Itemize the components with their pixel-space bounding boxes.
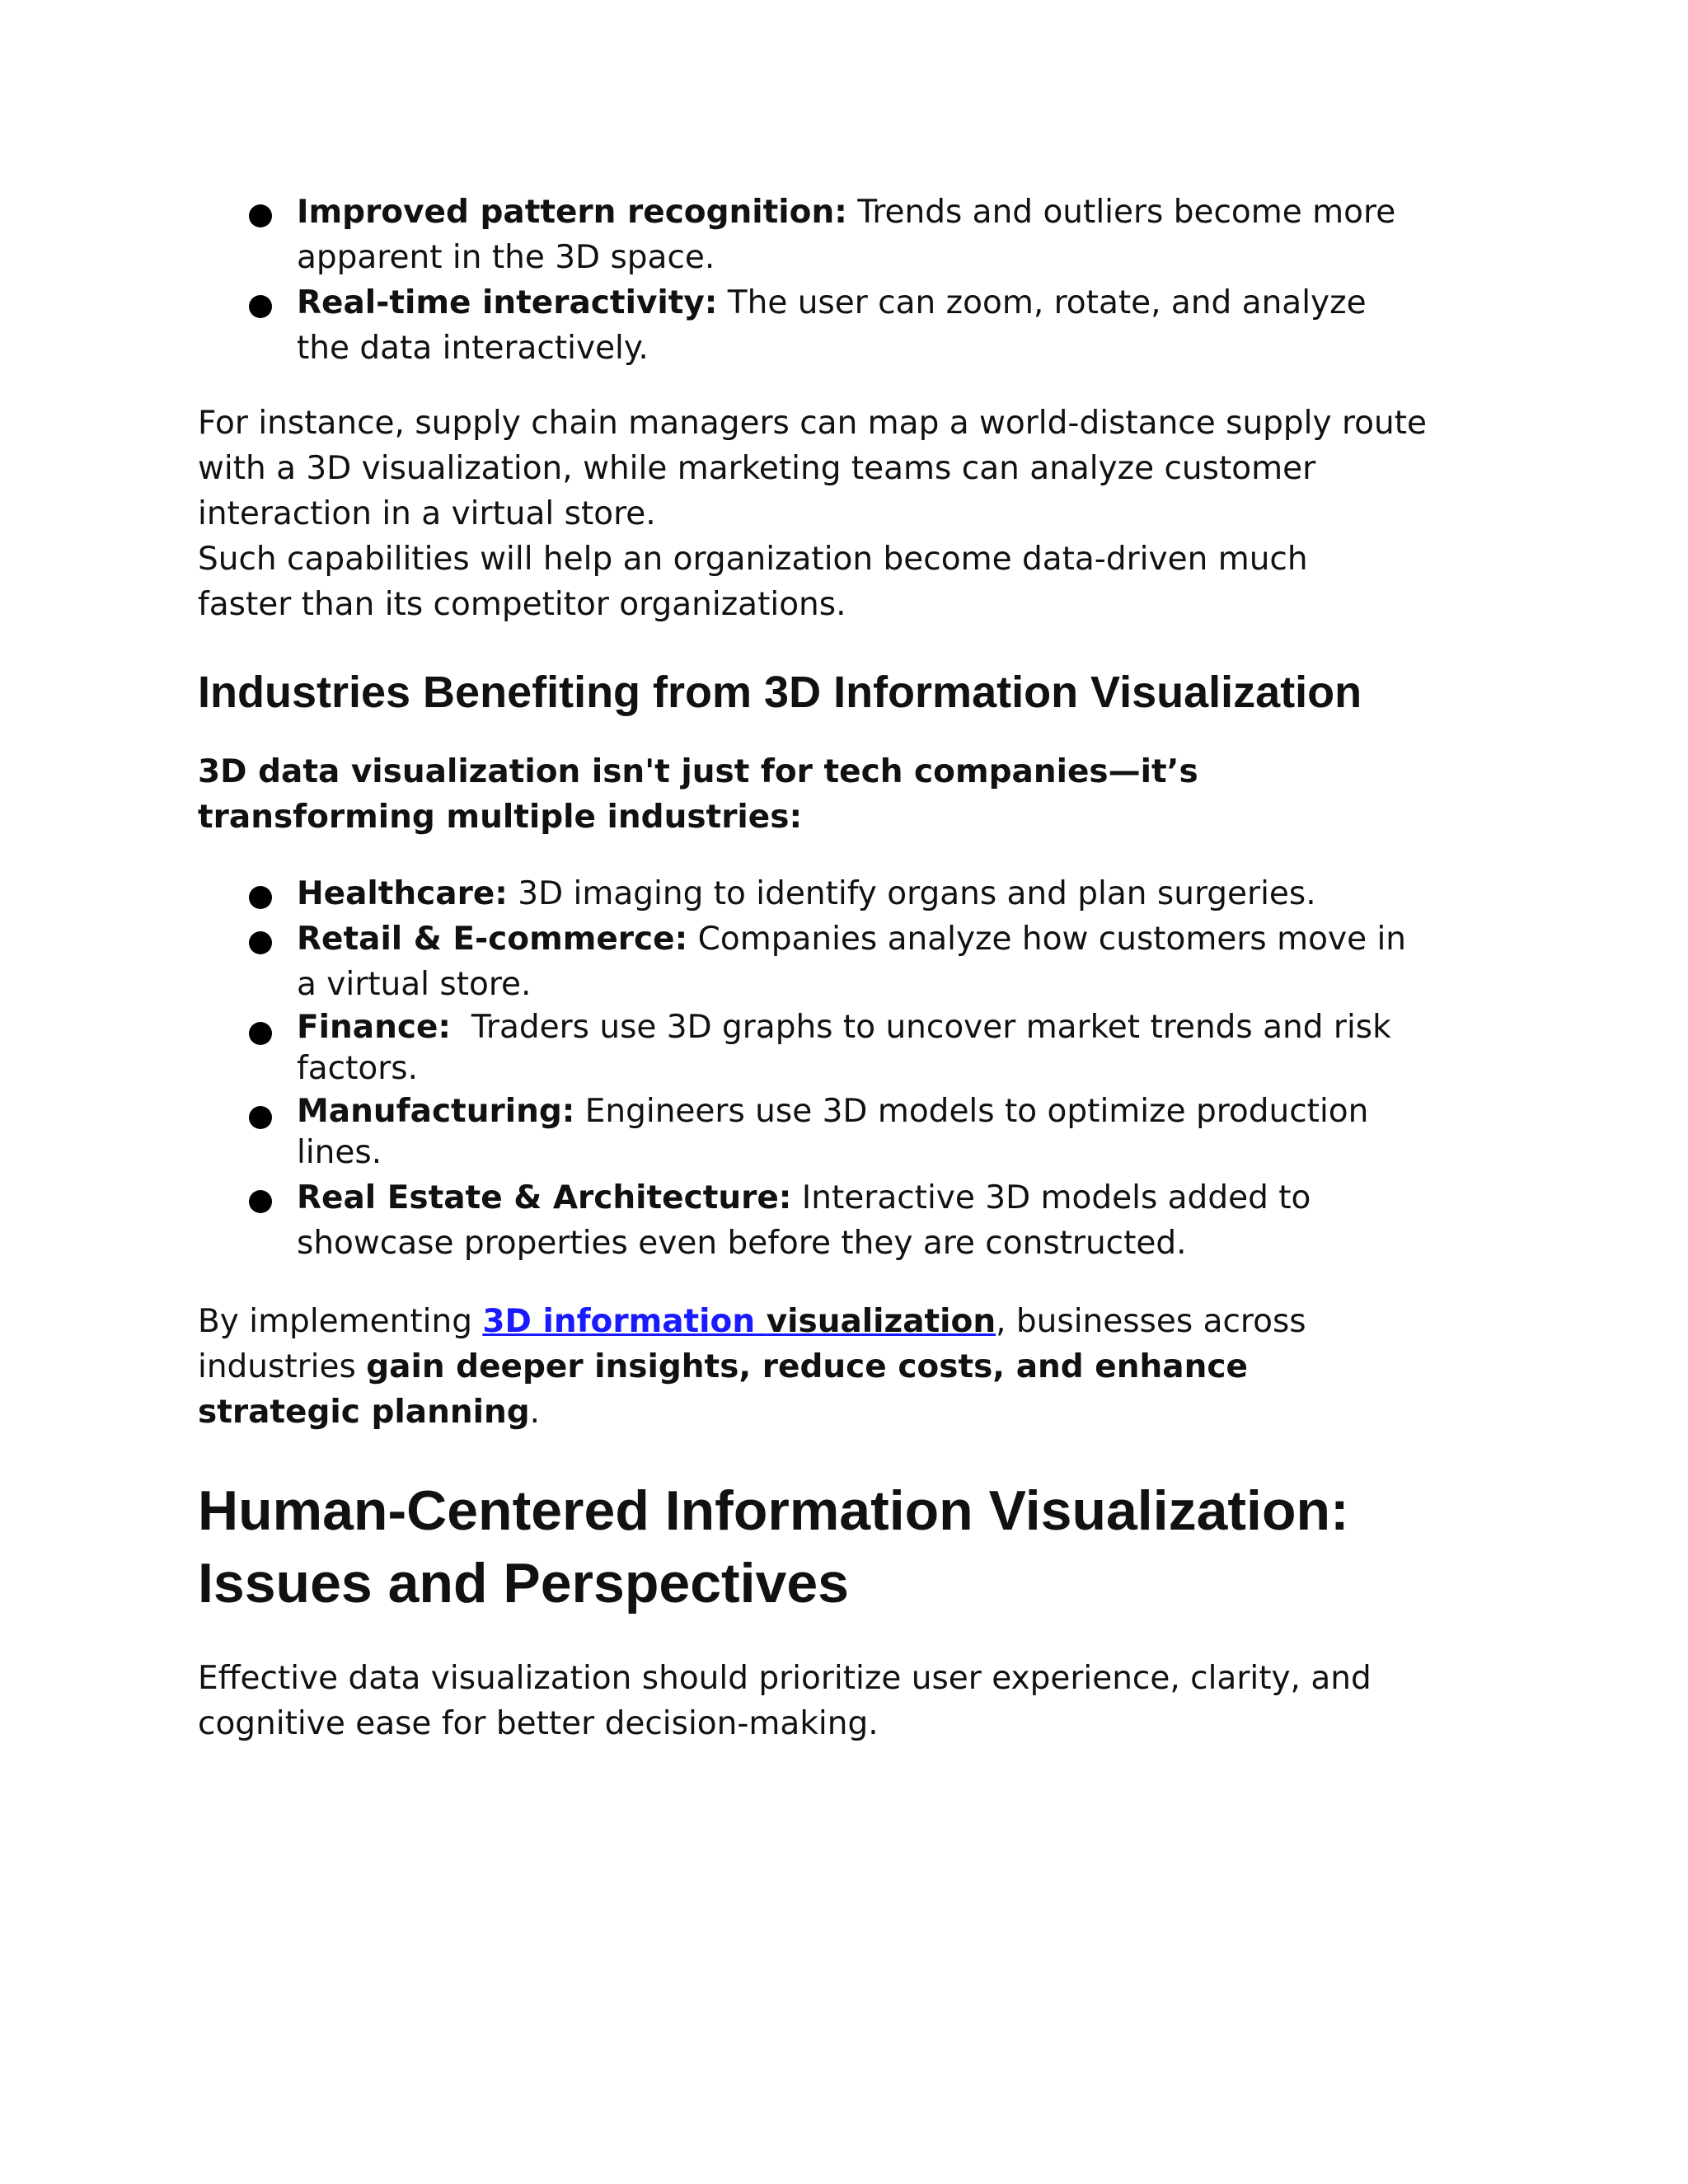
list-item [297, 280, 1484, 371]
bullet-text: Interactive 3D models added to showcase properties even before they are constructed. [297, 1179, 1311, 1262]
section-heading-human-centered: Human-Centered Information Visualization: Issues and Perspectives [198, 1479, 1349, 1615]
3d-visualization-link[interactable] [482, 1303, 996, 1340]
closing-end-text: . [529, 1394, 541, 1431]
closing-paragraph [198, 1299, 1319, 1435]
list-item [297, 1175, 1484, 1266]
bullet-label: Retail & E-commerce: [297, 921, 688, 958]
document-page [198, 190, 1484, 1746]
bullet-label: Manufacturing: [297, 1093, 575, 1130]
bullet-label: Healthcare: [297, 875, 508, 912]
closing-mid-text: , businesses across industries [198, 1303, 1306, 1385]
bullet-icon [249, 886, 272, 909]
bullet-label: Finance: [297, 1009, 452, 1046]
feature-bullet-list [0, 190, 1484, 371]
section-heading-industries: Industries Benefiting from 3D Information Visualization [198, 668, 1362, 717]
paragraph-effective-visualization: Effective data visualization should prioritize user experience, clarity, and cognitive ease for better decision-making. [198, 1660, 1372, 1742]
bullet-label: Real-time interactivity: [297, 284, 718, 321]
list-item [297, 190, 1484, 280]
bullet-text: Trends and outliers become more apparent in the 3D space. [297, 194, 1396, 276]
list-item [297, 916, 1484, 1007]
list-item [297, 871, 1484, 916]
industry-bullet-list [0, 871, 1484, 1266]
link-text-part2: visualization [766, 1303, 996, 1340]
bullet-text: Engineers use 3D models to optimize production lines. [297, 1093, 1369, 1171]
bullet-icon [249, 1106, 272, 1129]
list-item [297, 1007, 1484, 1090]
bullet-label: Real Estate & Architecture: [297, 1179, 792, 1216]
closing-pre-text: By implementing [198, 1303, 483, 1340]
link-text-part1: 3D information [482, 1303, 767, 1340]
bullet-text: Traders use 3D graphs to uncover market trends and risk factors. [297, 1009, 1402, 1087]
bullet-text: Companies analyze how customers move in a virtual store. [297, 921, 1407, 1003]
paragraph-supply-chain: For instance, supply chain managers can map a world-distance supply route with a 3D visualization, while marketing teams can analyze customer interaction in a virtual store. [198, 405, 1428, 532]
bullet-icon [249, 931, 272, 954]
bullet-text: 3D imaging to identify organs and plan surgeries. [507, 875, 1316, 912]
bullet-icon [249, 1022, 272, 1045]
bullet-label: Improved pattern recognition: [297, 194, 847, 231]
bullet-icon [249, 295, 272, 318]
closing-bold-text: gain deeper insights, reduce costs, and enhance strategic planning [198, 1348, 1248, 1431]
bullet-icon [249, 1190, 272, 1213]
bullet-text: The user can zoom, rotate, and analyze the data interactively. [297, 284, 1367, 367]
bullet-icon [249, 204, 272, 227]
list-item [297, 1091, 1484, 1174]
intro-bold-paragraph: 3D data visualization isn't just for tech companies—it’s transforming multiple industries: [198, 753, 1198, 836]
paragraph-capabilities: Such capabilities will help an organization become data-driven much faster than its competitor organizations. [198, 541, 1308, 623]
